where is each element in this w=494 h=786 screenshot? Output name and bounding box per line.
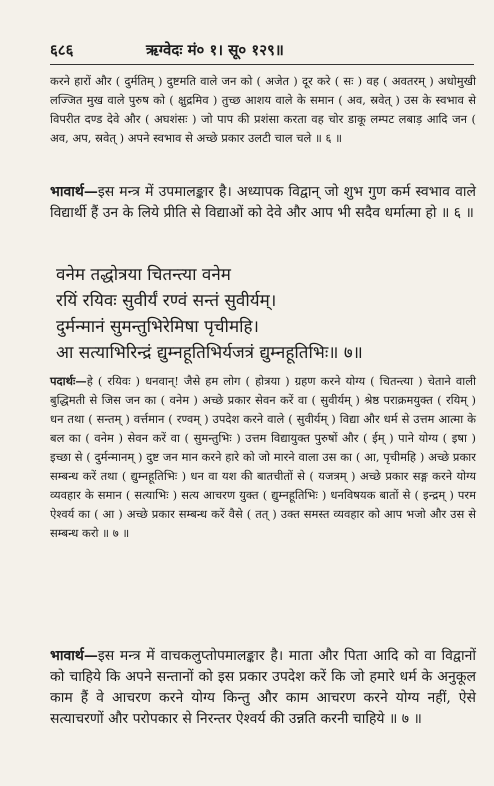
bhavarth-6 — [50, 182, 476, 224]
page-title: ऋग्वेदः मं० १। सू० १२९॥ — [146, 41, 284, 59]
mantra-line: वनेम तद्धोत्रया चितन्त्या वनेम — [56, 265, 231, 285]
header-rule — [50, 64, 474, 65]
mantra-line: रयिं रयिवः सुवीर्यं रण्वं सन्तं सुवीर्यम्। — [56, 291, 277, 311]
bhavarth-text: इस मन्त्र में उपमालङ्कार है। अध्यापक विद्वान् जो शुभ गुण कर्म स्वभाव वाले विद्यार्थी हैं उन के लिये प्रीति से विद्याओं को देवे और आप भी सदैव धर्मात्मा हो ॥ ६ ॥ — [50, 184, 476, 221]
bhavarth-7 — [50, 646, 476, 730]
commentary-continuation — [50, 72, 476, 148]
bhavarth-label: भावार्थ— — [50, 184, 98, 200]
page-number: ६८६ — [50, 41, 74, 59]
mantra-verse — [56, 262, 476, 366]
bhavarth-label: भावार्थ— — [50, 648, 98, 664]
mantra-line: दुर्मन्मानं सुमन्तुभिरेमिषा पृचीमहि। — [56, 317, 259, 337]
mantra-line: आ सत्याभिरिन्द्रं द्युम्नहूतिभिर्यजत्रं द्युम्नहूतिभिः॥ ७॥ — [56, 343, 363, 363]
page-header — [50, 40, 474, 62]
bhavarth-text: इस मन्त्र में वाचकलुप्तोपमालङ्कार है। माता और पिता आदि को वा विद्वानों को चाहिये कि अपने सन्तानों को इस प्रकार उपदेश करें कि जो हमारे धर्म के अनुकूल काम हैं वे आचरण करने योग्य किन्तु और काम आचरण करने योग्य नहीं, ऐसे सत्याचरणों और परोपकार से निरन्तर ऐश्वर्य की उन्नति करनी चाहिये ॥ ७ ॥ — [50, 648, 476, 727]
commentary-text: करने हारों और ( दुर्मतिम् ) दुष्टमति वाले जन को ( अजेत ) दूर करे ( सः ) वह ( अवतरम् ) अधोमुखी लज्जित मुख वाले पुरुष को ( क्षुद्रमिव ) तुच्छ आशय वाले के समान ( अव, स्रवेत् ) उस के स्वभाव से विपरीत दण्ड देवे और ( अघशंसः ) जो पाप की प्रशंसा करता वह चोर डाकू लम्पट लबाड़ आदि जन ( अव, अप, स्रवेत् ) अपने स्वभाव से अच्छे प्रकार उलटी चाल चले ॥ ६ ॥ — [50, 74, 477, 145]
padarth-text: हे ( रयिवः ) धनवान्! जैसे हम लोग ( होत्रया ) ग्रहण करने योग्य ( चितन्त्या ) चेताने वाली बुद्धिमती से जिस जन का ( वनेम ) अच्छे प्रकार सेवन करें वा ( सुवीर्यम् ) श्रेष्ठ पराक्रमयुक्त ( रयिम् ) धन तथा ( सन्तम् ) वर्त्तमान ( रण्वम् ) उपदेश करने वाले ( सुवीर्यम् ) विद्या और धर्म से उत्तम आत्मा के बल का ( वनेम ) सेवन करें वा ( सुमन्तुभिः ) उत्तम विद्यायुक्त पुरुषों और ( ईम् ) पाने योग्य ( इषा ) इच्छा से ( दुर्मन्मानम् ) दुष्ट जन मान करने हारे को जो मारने वाला उस का ( आ, पृचीमहि ) अच्छे प्रकार सम्बन्ध करें तथा ( द्युम्नहूतिभिः ) धन वा यश की बातचीतों से ( यजत्रम् ) अच्छे प्रकार सङ्ग करने योग्य व्यवहार के समान ( सत्याभिः ) सत्य आचरण युक्त ( द्युम्नहूतिभिः ) धनविषयक बातों से ( इन्द्रम् ) परम ऐश्वर्य का ( आ ) अच्छे प्रकार सम्बन्ध करें वैसे ( तत् ) उक्त समस्त व्यवहार को आप भजो और उस से सम्बन्ध करो ॥ ७ ॥ — [50, 374, 476, 540]
padarth-label: पदार्थः— — [50, 374, 87, 388]
padarth-section — [50, 372, 476, 543]
